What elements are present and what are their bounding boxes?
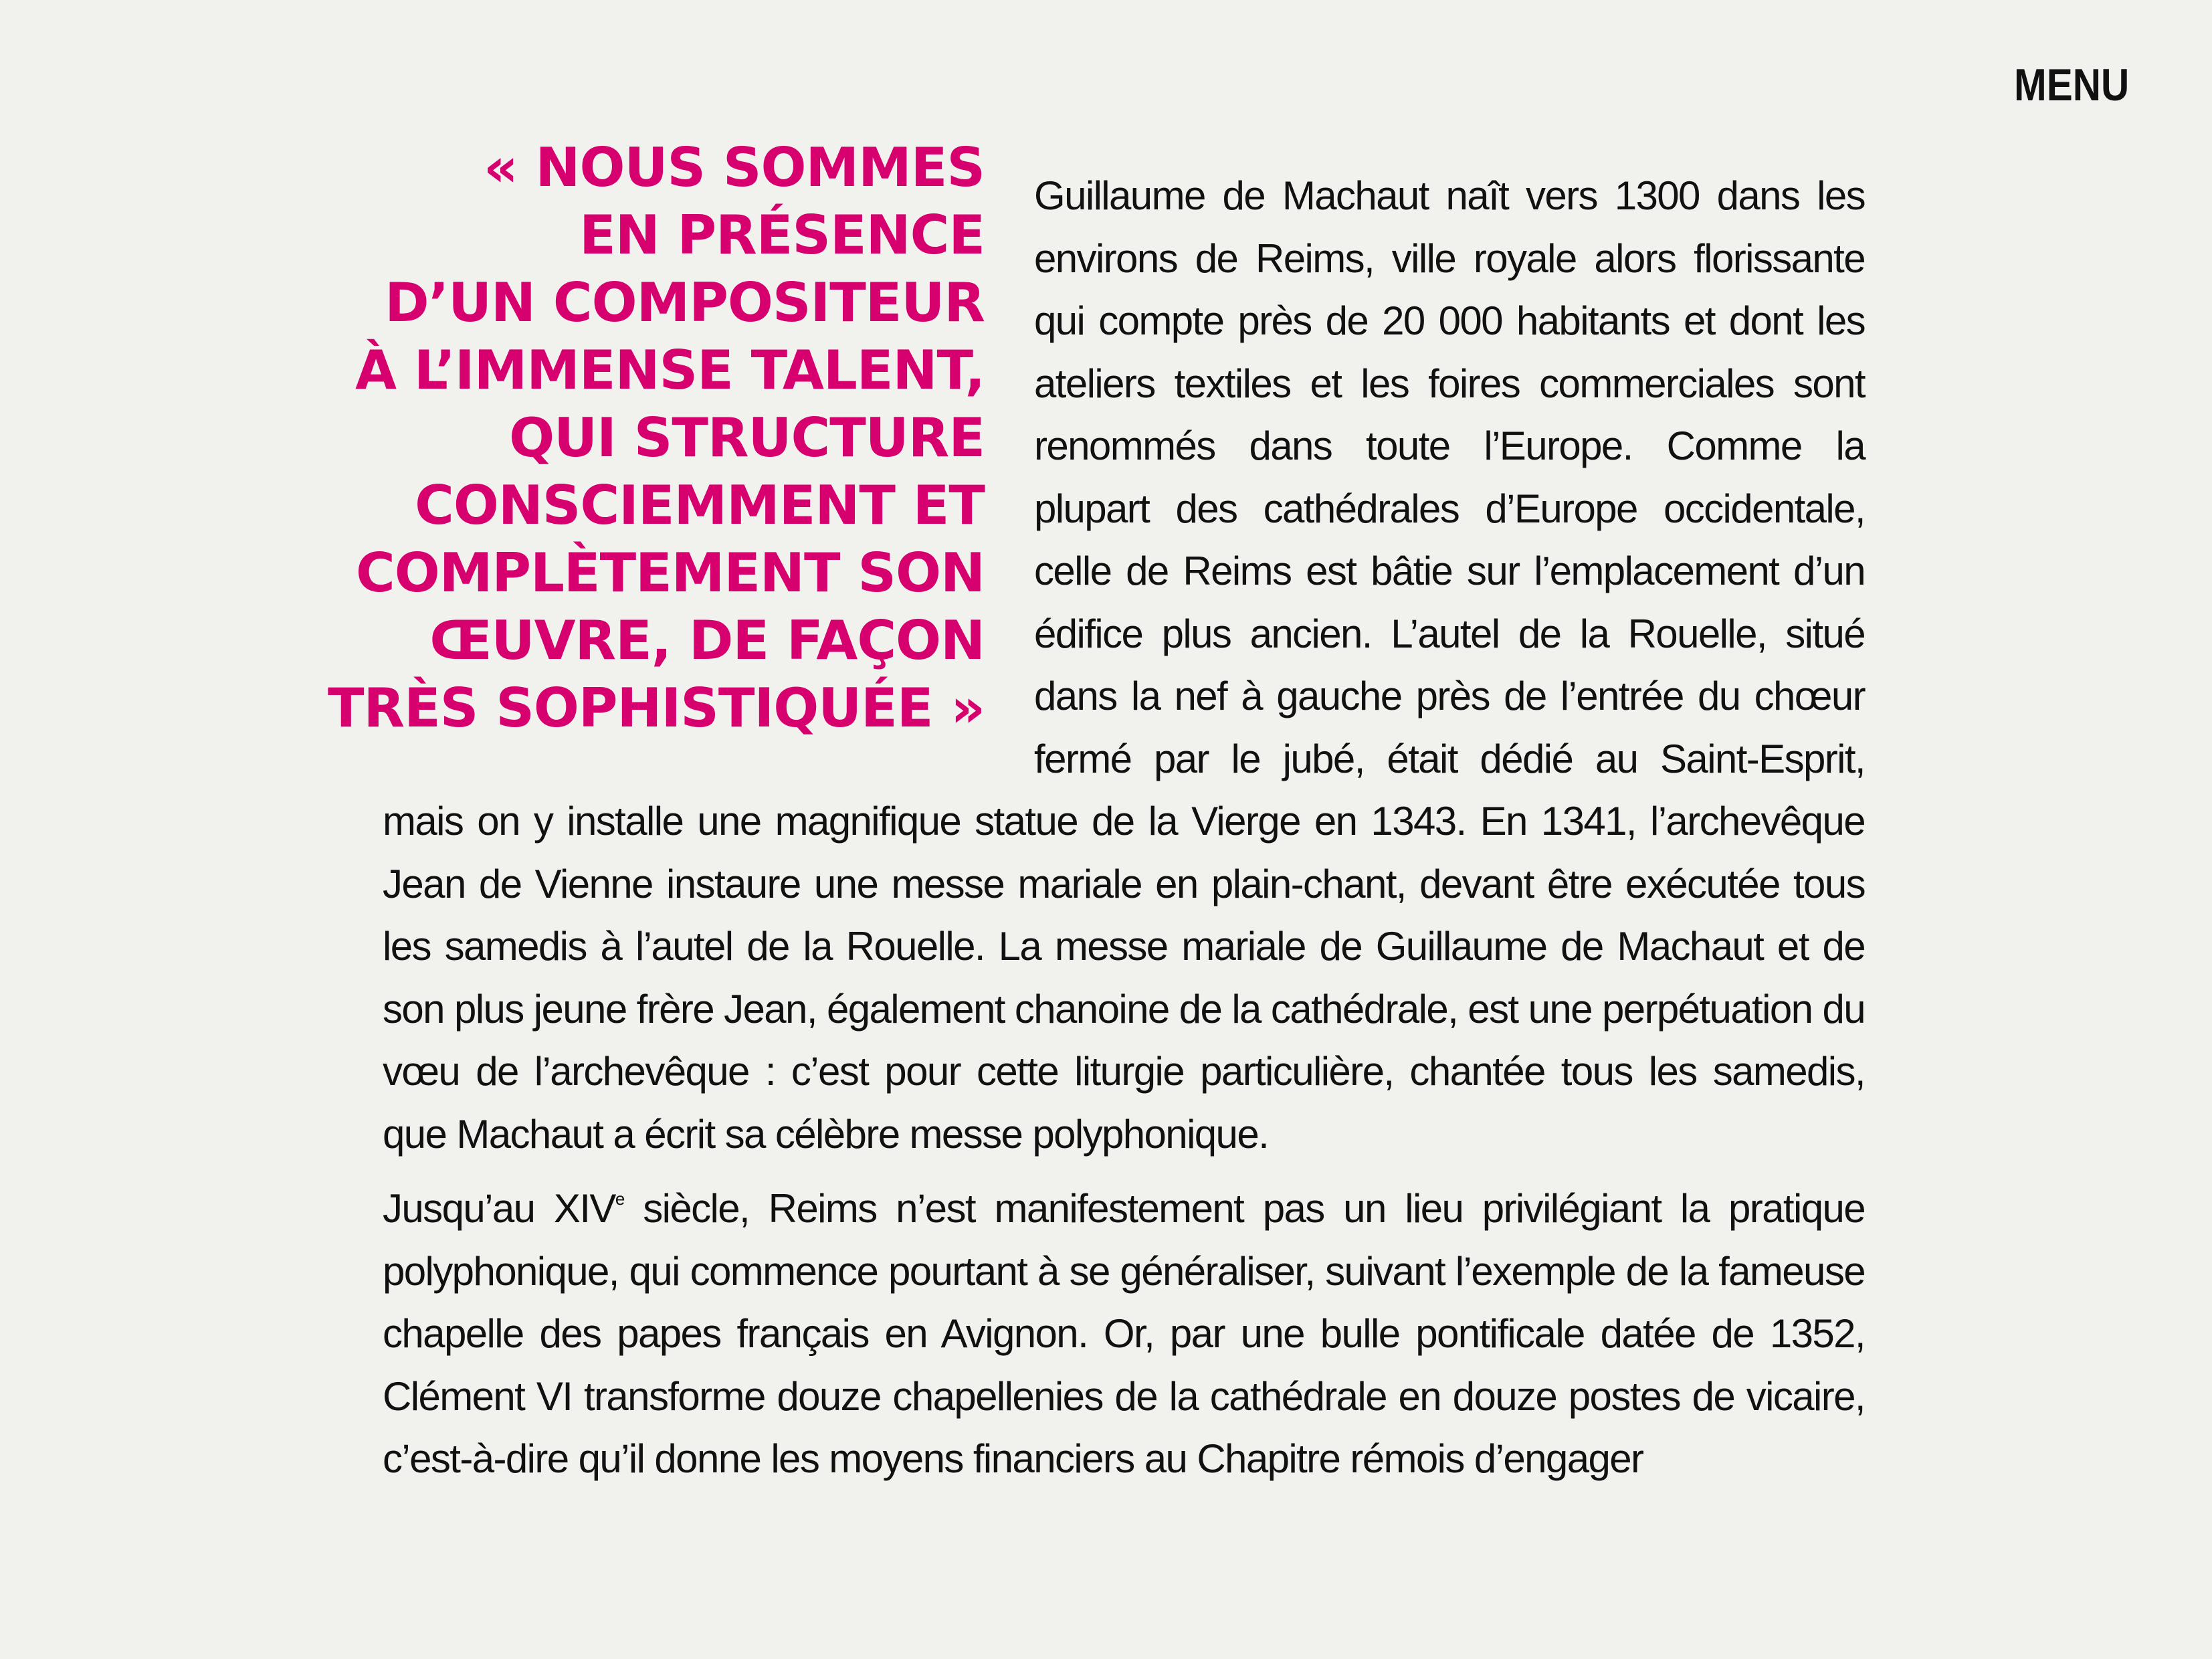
- paragraph-2-rest: siècle, Reims n’est manifestement pas un lieu privilégiant la pratique polyphonique, qui commence pourtant à se généraliser, suivant l’exemple de la fameuse chapelle des papes français en Avignon. Or, par une bulle pontificale datée de 1352, Clément VI transforme douze chapellenies de la cathédrale en douze postes de vicaire, c’est-à-dire qu’il donne les moyens financiers au Chapitre rémois d’engager: [383, 1186, 1865, 1481]
- pull-quote-line: COMPLÈTEMENT SON: [355, 542, 985, 604]
- pull-quote-line: « NOUS SOMMES: [483, 136, 985, 199]
- article-body: [327, 136, 1865, 1502]
- article-paragraph-1: Guillaume de Machaut naît vers 1300 dans les environs de Reims, ville royale alors florissante qui compte près de 20 000 habitants et dont les ateliers textiles et les foires commerciales sont renommés dans toute l’Europe. Comme la plupart des cathédrales d’Europe occidentale, celle de Reims est bâtie sur l’emplacement d’un édifice plus ancien. L’autel de la Rouelle, situé dans la nef à gauche près de l’entrée du chœur fermé par le jubé, était dédié au Saint-Esprit, mais on y installe une magnifique statue de la Vierge en 1343. En 1341, l’archevêque Jean de Vienne instaure une messe mariale en plain-chant, devant être exécutée tous les samedis à l’autel de la Rouelle. La messe mariale de Guillaume de Machaut et de son plus jeune frère Jean, également chanoine de la cathédrale, est une perpétuation du vœu de l’archevêque : c’est pour cette liturgie particulière, chantée tous les samedis, que Machaut a écrit sa célèbre messe polyphonique.: [383, 173, 1865, 1157]
- pull-quote-line: EN PRÉSENCE: [579, 204, 985, 266]
- pull-quote-line: D’UN COMPOSITEUR: [385, 272, 985, 334]
- superscript-e: e: [615, 1189, 624, 1209]
- pull-quote-line: TRÈS SOPHISTIQUÉE »: [327, 677, 985, 739]
- article-paragraph-2: [383, 1177, 1865, 1490]
- pull-quote-line: À L’IMMENSE TALENT,: [355, 339, 985, 401]
- pull-quote-line: ŒUVRE, DE FAÇON: [429, 609, 985, 672]
- paragraph-2-start: Jusqu’au XIV: [383, 1186, 615, 1231]
- menu-button[interactable]: MENU: [2013, 60, 2129, 110]
- pull-quote-line: QUI STRUCTURE: [509, 407, 985, 469]
- pull-quote: [316, 134, 1034, 749]
- pull-quote-line: CONSCIEMMENT ET: [415, 474, 985, 536]
